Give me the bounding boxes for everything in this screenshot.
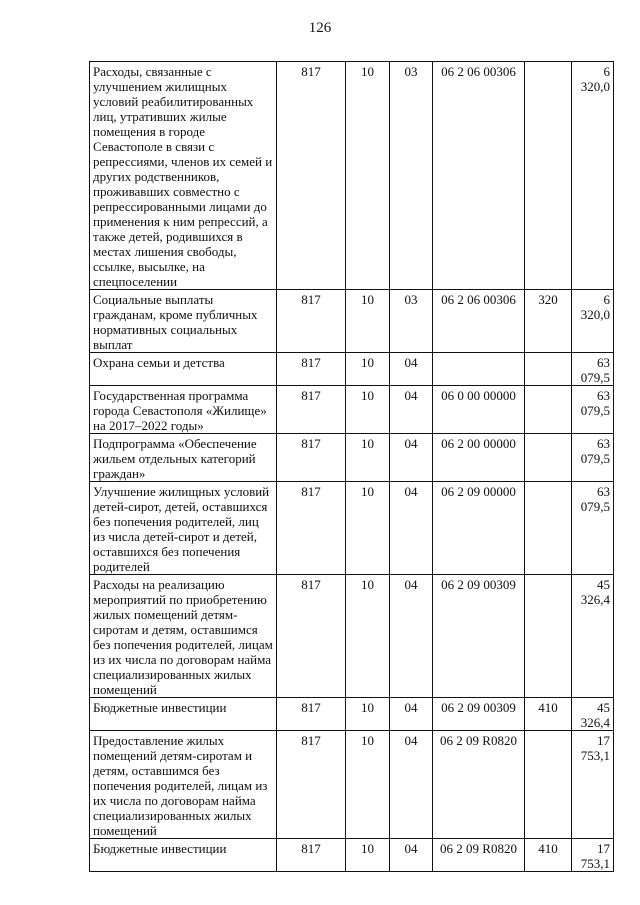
podrazdel-cell: 04 — [390, 482, 433, 575]
table-row — [90, 731, 614, 839]
table-row — [90, 353, 614, 386]
target-article-cell: 06 2 09 00000 — [433, 482, 525, 575]
row-name-cell: Бюджетные инвестиции — [90, 698, 277, 731]
grbs-cell: 817 — [277, 290, 346, 353]
grbs-cell: 817 — [277, 386, 346, 434]
sum-cell: 17 753,1 — [572, 839, 614, 872]
target-article-cell: 06 2 00 00000 — [433, 434, 525, 482]
expense-type-cell — [525, 731, 572, 839]
target-article-cell: 06 2 09 R0820 — [433, 839, 525, 872]
budget-table — [89, 61, 614, 872]
sum-cell: 17 753,1 — [572, 731, 614, 839]
podrazdel-cell: 04 — [390, 434, 433, 482]
podrazdel-cell: 04 — [390, 575, 433, 698]
row-name-cell: Расходы на реализацию мероприятий по приобретению жилых помещений детям-сиротам и детям, оставшимся без попечения родителей, лицам из их числа по договорам найма специализированных жилых помещений — [90, 575, 277, 698]
expense-type-cell — [525, 575, 572, 698]
sum-cell: 6 320,0 — [572, 62, 614, 290]
podrazdel-cell: 04 — [390, 698, 433, 731]
expense-type-cell: 410 — [525, 839, 572, 872]
table-row — [90, 482, 614, 575]
page-number: 126 — [308, 20, 332, 36]
sum-cell: 63 079,5 — [572, 434, 614, 482]
expense-type-cell: 320 — [525, 290, 572, 353]
grbs-cell: 817 — [277, 698, 346, 731]
row-name-cell: Подпрограмма «Обеспечение жильем отдельных категорий граждан» — [90, 434, 277, 482]
sum-cell: 45 326,4 — [572, 698, 614, 731]
row-name-cell: Государственная программа города Севастополя «Жилище» на 2017–2022 годы» — [90, 386, 277, 434]
sum-cell: 63 079,5 — [572, 482, 614, 575]
target-article-cell — [433, 353, 525, 386]
row-name-cell: Улучшение жилищных условий детей-сирот, детей, оставшихся без попечения родителей, лиц из числа детей-сирот и детей, оставшихся без попечения родителей — [90, 482, 277, 575]
podrazdel-cell: 04 — [390, 386, 433, 434]
razdel-cell: 10 — [346, 575, 390, 698]
row-name-cell: Предоставление жилых помещений детям-сиротам и детям, оставшимся без попечения родителей, лицам из их числа по договорам найма специализированных жилых помещений — [90, 731, 277, 839]
target-article-cell: 06 2 09 00309 — [433, 698, 525, 731]
razdel-cell: 10 — [346, 731, 390, 839]
row-name-cell: Расходы, связанные с улучшением жилищных условий реабилитированных лиц, утративших жилые помещения в городе Севастополе в связи с репрессиями, членов их семей и других родственников, проживавших совместно с репрессированными лицами до применения к ним репрессий, а также детей, родившихся в местах лишения свободы, ссылке, высылке, на спецпоселении — [90, 62, 277, 290]
table-row — [90, 386, 614, 434]
target-article-cell: 06 2 09 R0820 — [433, 731, 525, 839]
razdel-cell: 10 — [346, 482, 390, 575]
sum-cell: 45 326,4 — [572, 575, 614, 698]
razdel-cell: 10 — [346, 353, 390, 386]
row-name-cell: Охрана семьи и детства — [90, 353, 277, 386]
row-name-cell: Бюджетные инвестиции — [90, 839, 277, 872]
razdel-cell: 10 — [346, 290, 390, 353]
grbs-cell: 817 — [277, 353, 346, 386]
podrazdel-cell: 04 — [390, 731, 433, 839]
grbs-cell: 817 — [277, 482, 346, 575]
target-article-cell: 06 0 00 00000 — [433, 386, 525, 434]
grbs-cell: 817 — [277, 575, 346, 698]
razdel-cell: 10 — [346, 698, 390, 731]
grbs-cell: 817 — [277, 731, 346, 839]
podrazdel-cell: 03 — [390, 62, 433, 290]
target-article-cell: 06 2 06 00306 — [433, 290, 525, 353]
expense-type-cell — [525, 353, 572, 386]
razdel-cell: 10 — [346, 434, 390, 482]
grbs-cell: 817 — [277, 839, 346, 872]
expense-type-cell: 410 — [525, 698, 572, 731]
expense-type-cell — [525, 386, 572, 434]
expense-type-cell — [525, 62, 572, 290]
sum-cell: 63 079,5 — [572, 386, 614, 434]
sum-cell: 6 320,0 — [572, 290, 614, 353]
table-row — [90, 839, 614, 872]
row-name-cell: Социальные выплаты гражданам, кроме публичных нормативных социальных выплат — [90, 290, 277, 353]
table-row — [90, 575, 614, 698]
expense-type-cell — [525, 434, 572, 482]
target-article-cell: 06 2 09 00309 — [433, 575, 525, 698]
razdel-cell: 10 — [346, 839, 390, 872]
grbs-cell: 817 — [277, 62, 346, 290]
budget-table-body — [90, 62, 614, 872]
target-article-cell: 06 2 06 00306 — [433, 62, 525, 290]
expense-type-cell — [525, 482, 572, 575]
grbs-cell: 817 — [277, 434, 346, 482]
podrazdel-cell: 04 — [390, 353, 433, 386]
table-row — [90, 62, 614, 290]
sum-cell: 63 079,5 — [572, 353, 614, 386]
razdel-cell: 10 — [346, 386, 390, 434]
table-row — [90, 698, 614, 731]
table-row — [90, 290, 614, 353]
table-row — [90, 434, 614, 482]
podrazdel-cell: 03 — [390, 290, 433, 353]
podrazdel-cell: 04 — [390, 839, 433, 872]
razdel-cell: 10 — [346, 62, 390, 290]
